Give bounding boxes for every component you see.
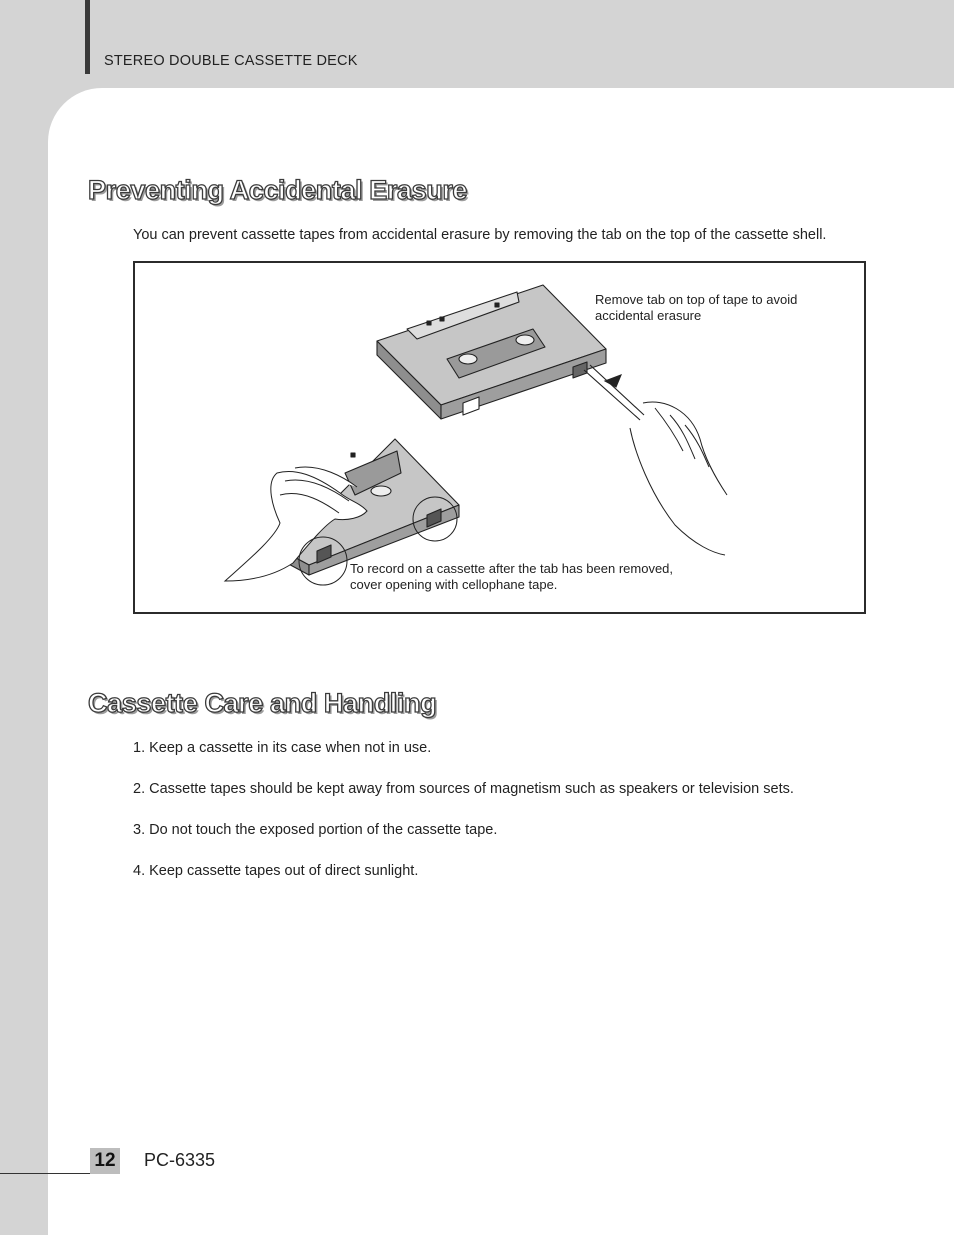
cassette-illustration — [133, 261, 866, 614]
list-item: 3. Do not touch the exposed portion of the cassette tape. — [133, 822, 498, 838]
right-hand-icon — [630, 402, 727, 555]
erasure-intro: You can prevent cassette tapes from accidental erasure by removing the tab on the top of the cassette shell. — [133, 227, 827, 243]
care-list — [133, 738, 794, 902]
model-number: PC-6335 — [144, 1150, 216, 1170]
callout-cellophane-tape: To record on a cassette after the tab has been removed, cover opening with cellophane tape. — [350, 561, 674, 592]
header-title: STEREO DOUBLE CASSETTE DECK — [104, 53, 358, 69]
callout-remove-tab: Remove tab on top of tape to avoid accidental erasure — [595, 292, 798, 323]
upper-cassette-icon — [377, 285, 606, 419]
list-item: 4. Keep cassette tapes out of direct sunlight. — [133, 863, 419, 879]
page-number: 12 — [90, 1148, 120, 1174]
list-item: 2. Cassette tapes should be kept away from sources of magnetism such as speakers or television sets. — [133, 781, 794, 797]
erasure-heading: Preventing Accidental Erasure — [88, 175, 468, 205]
care-heading: Cassette Care and Handling — [88, 688, 437, 718]
header-accent-bar — [85, 0, 90, 74]
list-item: 1. Keep a cassette in its case when not in use. — [133, 740, 432, 756]
screwdriver-icon — [584, 365, 644, 420]
